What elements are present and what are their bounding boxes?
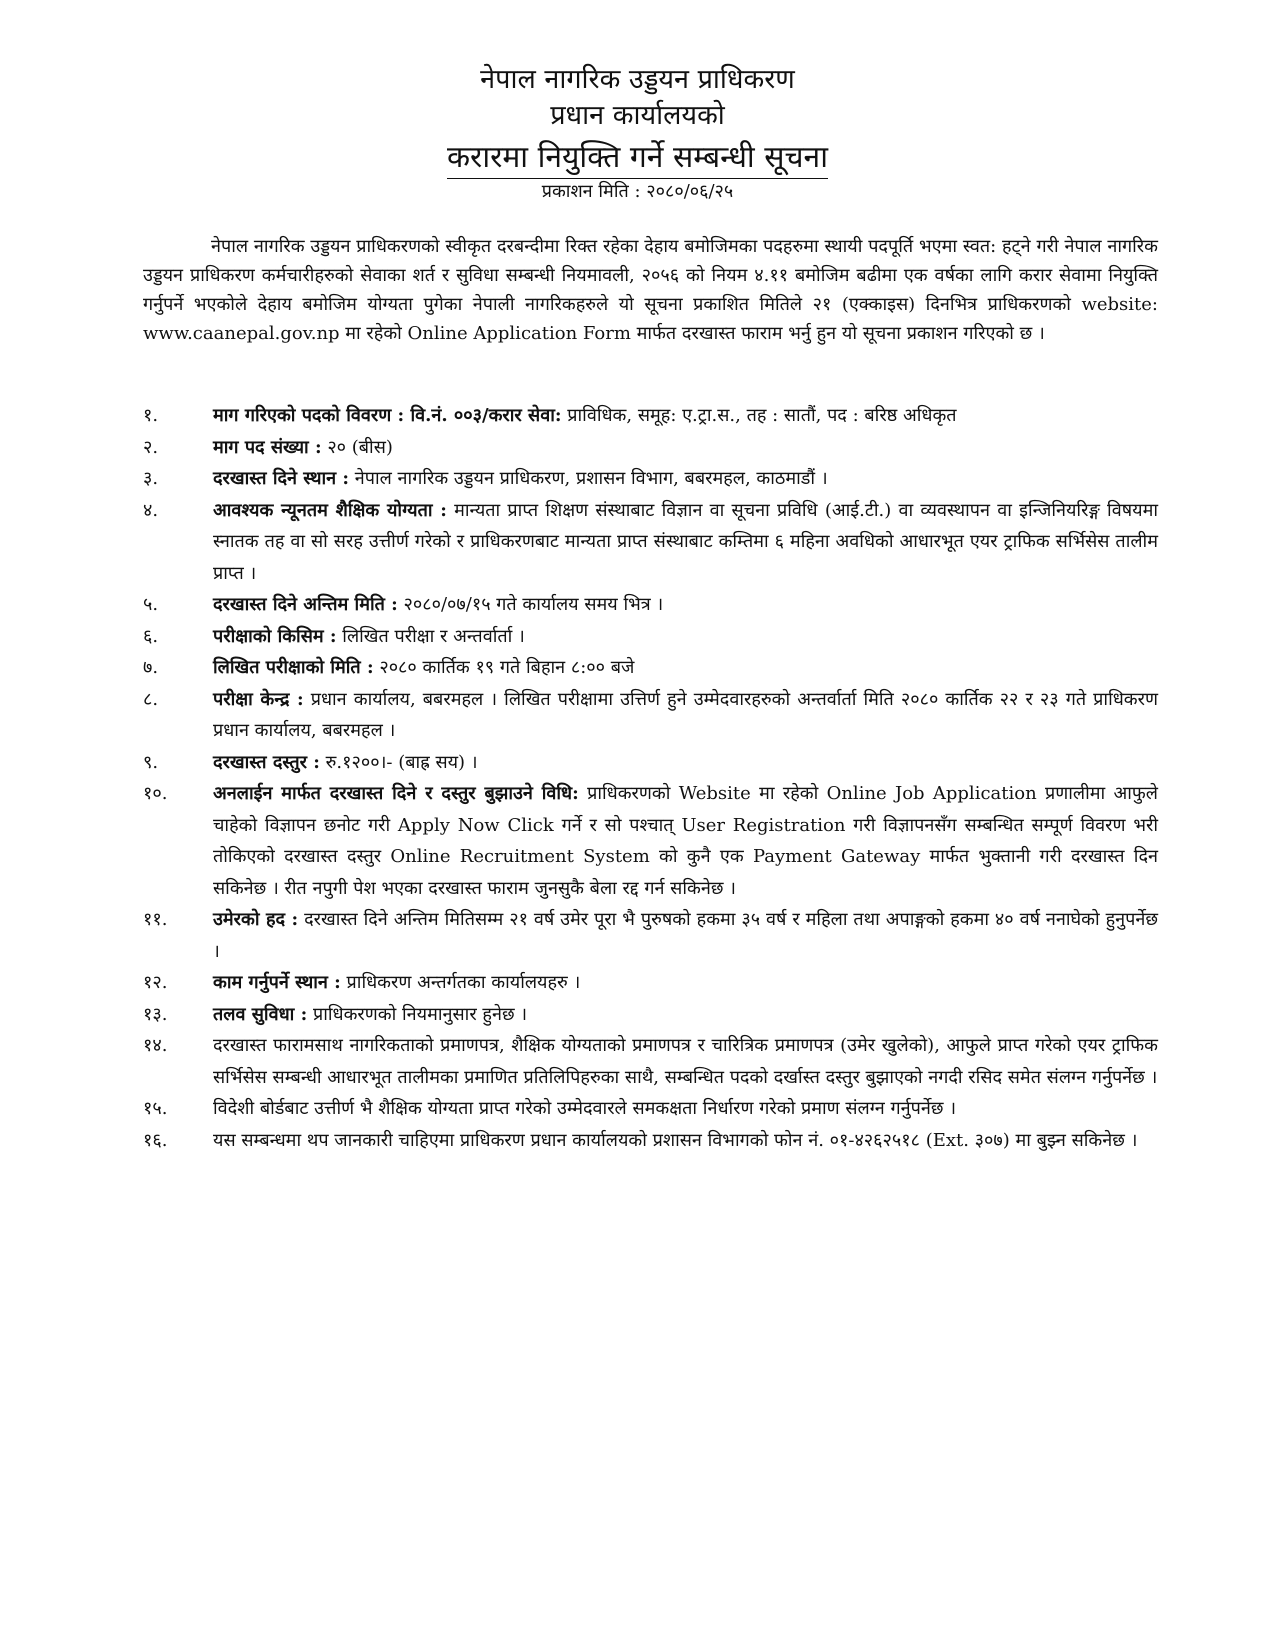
item-text: विदेशी बोर्डबाट उत्तीर्ण भै शैक्षिक योग्यता प्राप्त गरेको उम्मेदवारले समकक्षता निर्धारण गरेको प्रमाण संलग्न गर्नुपर्नेछ ।	[213, 1098, 957, 1119]
item-number: ३.	[143, 468, 159, 489]
item-number: ७.	[143, 657, 159, 678]
item-text: प्राधिकरणको नियमानुसार हुनेछ ।	[307, 1003, 528, 1025]
item-text: प्रधान कार्यालय, बबरमहल । लिखित परीक्षामा उत्तिर्ण हुने उम्मेदवारहरुको अन्तर्वार्ता मिति २०८० कार्तिक २२ र २३ गते प्राधिकरण प्रधान कार्यालय, बबरमहल ।	[213, 688, 1158, 741]
office-name: प्रधान कार्यालयको	[550, 100, 725, 131]
item-number: १५.	[143, 1098, 168, 1119]
item-number: ६.	[143, 625, 159, 647]
notice-items	[143, 400, 1158, 1156]
published-date: प्रकाशन मिति : २०८०/०६/२५	[541, 181, 734, 202]
notice-item	[143, 999, 1158, 1031]
item-number: १४.	[143, 1035, 168, 1056]
item-body	[213, 589, 1158, 621]
item-number: ४.	[143, 499, 159, 521]
notice-item	[143, 1030, 1158, 1093]
notice-item	[143, 967, 1158, 999]
notice-item	[143, 904, 1158, 967]
item-body	[213, 400, 1158, 432]
item-number: ९.	[143, 751, 159, 773]
item-body	[213, 1093, 1158, 1125]
item-number: १६.	[143, 1129, 168, 1151]
notice-item	[143, 747, 1158, 779]
notice-item	[143, 621, 1158, 653]
item-text: रु.१२००।- (बाह्र सय) ।	[319, 751, 478, 773]
item-number: ५.	[143, 594, 159, 615]
item-label: काम गर्नुपर्ने स्थान :	[213, 972, 341, 993]
item-label: दरखास्त दस्तुर :	[213, 751, 320, 773]
item-text: प्राधिकरण अन्तर्गतका कार्यालयहरु ।	[340, 972, 581, 993]
item-text: दरखास्त दिने अन्तिम मितिसम्म २१ वर्ष उमेर पूरा भै पुरुषको हकमा ३५ वर्ष र महिला तथा अपाङ्गको हकमा ४० वर्ष ननाघेको हुनुपर्नेछ ।	[213, 909, 1158, 962]
notice-item	[143, 432, 1158, 464]
item-text: २०८० कार्तिक १९ गते बिहान ८:०० बजे	[373, 657, 635, 678]
notice-item	[143, 463, 1158, 495]
notice-item	[143, 652, 1158, 684]
item-number: १०.	[143, 783, 168, 804]
notice-item	[143, 1125, 1158, 1157]
item-body	[213, 999, 1158, 1031]
item-text: लिखित परीक्षा र अन्तर्वार्ता ।	[336, 625, 525, 647]
item-label: दरखास्त दिने स्थान :	[213, 468, 350, 489]
notice-item	[143, 495, 1158, 590]
intro-paragraph: नेपाल नागरिक उड्डयन प्राधिकरणको स्वीकृत दरबन्दीमा रिक्त रहेका देहाय बमोजिमका पदहरुमा स्थायी पदपूर्ति भएमा स्वत: हट्ने गरी नेपाल नागरिक उड्डयन प्राधिकरण कर्मचारीहरुको सेवाका शर्त र सुविधा सम्बन्धी नियमावली, २०५६ को नियम ४.११ बमोजिम बढीमा एक वर्षका लागि करार सेवामा नियुक्ति गर्नुपर्ने भएकोले देहाय बमोजिम योग्यता पुगेका नेपाली नागरिकहरुले यो सूचना प्रकाशित मितिले २१ (एक्काइस) दिनभित्र प्राधिकरणको website: www.caanepal.gov.np मा रहेको Online Application Form मार्फत दरखास्त फाराम भर्नु हुन यो सूचना प्रकाशन गरिएको छ ।	[143, 236, 1158, 344]
item-text: २० (बीस)	[321, 436, 393, 458]
item-body	[213, 652, 1158, 684]
item-text: प्राधिकरणको Website मा रहेको Online Job Application प्रणालीमा आफुले चाहेको विज्ञापन छनोट गरी Apply Now Click गर्ने र सो पश्चात् User Registration गरी विज्ञापनसँग सम्बन्धित सम्पूर्ण विवरण भरी तोकिएको दरखास्त दस्तुर Online Recruitment System को कुनै एक Payment Gateway मार्फत भुक्तानी गरी दरखास्त दिन सकिनेछ । रीत नपुगी पेश भएका दरखास्त फाराम जुनसुकै बेला रद्द गर्न सकिनेछ ।	[213, 783, 1158, 899]
item-body	[213, 684, 1158, 747]
item-number: १३.	[143, 1003, 168, 1025]
item-body	[213, 778, 1158, 904]
item-label: परीक्षाको किसिम :	[213, 625, 337, 647]
item-label: परीक्षा केन्द्र :	[213, 688, 304, 710]
item-body	[213, 747, 1158, 779]
item-text: नेपाल नागरिक उड्डयन प्राधिकरण, प्रशासन विभाग, बबरमहल, काठमाडौं ।	[349, 468, 828, 489]
item-label: आवश्यक न्यूनतम शैक्षिक योग्यता :	[213, 499, 447, 521]
item-label: माग गरिएको पदको विवरण : वि.नं. ००३/करार सेवा:	[213, 405, 562, 426]
notice-item	[143, 684, 1158, 747]
notice-item	[143, 778, 1158, 904]
item-label: लिखित परीक्षाको मिति :	[213, 657, 374, 678]
item-number: १२.	[143, 972, 168, 993]
item-body	[213, 432, 1158, 464]
organization-name: नेपाल नागरिक उड्डयन प्राधिकरण	[480, 64, 795, 95]
item-text: प्राविधिक, समूह: ए.ट्रा.स., तह : सातौं, पद : बरिष्ठ अधिकृत	[561, 405, 957, 426]
item-body	[213, 904, 1158, 967]
item-text: मान्यता प्राप्त शिक्षण संस्थाबाट विज्ञान वा सूचना प्रविधि (आई.टी.) वा व्यवस्थापन वा इन्जिनियरिङ्ग विषयमा स्नातक तह वा सो सरह उत्तीर्ण गरेको र प्राधिकरणबाट मान्यता प्राप्त संस्थाबाट कम्तिमा ६ महिना अवधिको आधारभूत एयर ट्राफिक सर्भिसेस तालीम प्राप्त ।	[213, 499, 1158, 584]
item-body	[213, 1125, 1158, 1157]
item-number: ८.	[143, 688, 159, 710]
notice-header	[0, 62, 1275, 205]
item-body	[213, 1030, 1158, 1093]
notice-item	[143, 400, 1158, 432]
item-label: तलव सुविधा :	[213, 1003, 308, 1025]
item-body	[213, 463, 1158, 495]
notice-item	[143, 1093, 1158, 1125]
item-label: दरखास्त दिने अन्तिम मिति :	[213, 594, 398, 615]
item-text: २०८०/०७/१५ गते कार्यालय समय भित्र ।	[397, 594, 664, 615]
item-label: अनलाईन मार्फत दरखास्त दिने र दस्तुर बुझाउने विधि:	[213, 783, 579, 804]
item-number: २.	[143, 436, 159, 458]
notice-item	[143, 589, 1158, 621]
item-number: १.	[143, 405, 159, 426]
item-number: ११.	[143, 909, 168, 930]
item-label: उमेरको हद :	[213, 909, 299, 930]
item-label: माग पद संख्या :	[213, 436, 322, 458]
item-text: दरखास्त फारामसाथ नागरिकताको प्रमाणपत्र, शैक्षिक योग्यताको प्रमाणपत्र र चारित्रिक प्रमाणपत्र (उमेर खुलेको), आफुले प्राप्त गरेको एयर ट्राफिक सर्भिसेस सम्बन्धी आधारभूत तालीमका प्रमाणित प्रतिलिपिहरुका साथै, सम्बन्धित पदको दर्खास्त दस्तुर बुझाएको नगदी रसिद समेत संलग्न गर्नुपर्नेछ ।	[213, 1035, 1158, 1088]
item-body	[213, 967, 1158, 999]
notice-title: करारमा नियुक्ति गर्ने सम्बन्धी सूचना	[447, 138, 828, 179]
item-text: यस सम्बन्धमा थप जानकारी चाहिएमा प्राधिकरण प्रधान कार्यालयको प्रशासन विभागको फोन नं. ०१-४२६२५१८ (Ext. ३०७) मा बुझ्न सकिनेछ ।	[213, 1129, 1138, 1151]
item-body	[213, 621, 1158, 653]
item-body	[213, 495, 1158, 590]
